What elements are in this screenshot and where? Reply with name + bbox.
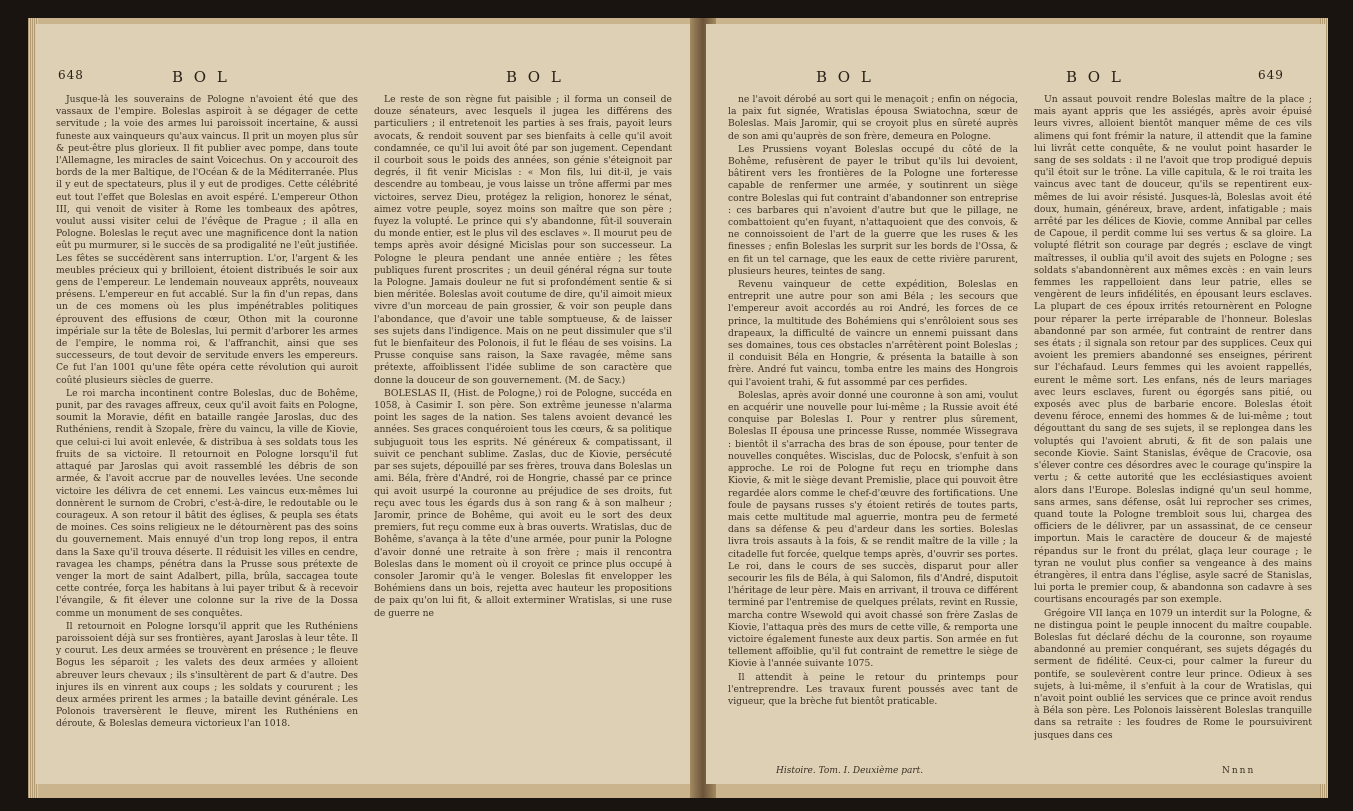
paragraph: Revenu vainqueur de cette expédition, Boleslas en entreprit une autre pour son ami Béla ; les secours que l'empereur avoit accordés au roi André, les forces de ce prince, la multitude des Bohémiens qui s'enrôloient sous ses drapeaux, la difficulté de vaincre un ennemi puissant dans ses domaines, tous ces obstacles n'arrêtèrent point Boleslas ; il conduisit Béla en Hongrie, & présenta la bataille à son frère. André fut vaincu, tomba entre les mains des Hongrois qui l'avoient trahi, & fut assommé par ces perfides. [728, 279, 1018, 388]
left-column-2 [374, 94, 672, 766]
right-column-1 [728, 94, 1018, 766]
paragraph: Grégoire VII lança en 1079 un interdit sur la Pologne, & ne distingua point le peuple innocent du maître coupable. Boleslas fut déclaré déchu de la couronne, son royaume abandonné au premier conquérant, ses sujets dégagés du serment de fidélité. Ceux-ci, pour calmer la fureur du pontife, se soulevèrent contre leur prince. Odieux à ses sujets, à lui-même, il s'enfuit à la cour de Wratislas, qui n'avoit point oublié les services que ce prince avoit rendus à Béla son père. Les Polonois laissèrent Boleslas tranquille dans sa retraite : les foudres de Rome le poursuivirent jusques dans ces [1034, 607, 1312, 741]
right-running-head [706, 68, 1026, 90]
paragraph: ne l'avoit dérobé au sort qui le menaçoit ; enfin on négocia, la paix fut signée, Wratislas épousa Swiatochna, sœur de Boleslas. Mais Jaromir, qui se croyoit plus en sûreté auprès de son ami qu'auprès de son frère, demeura en Pologne. [728, 94, 1018, 142]
paragraph: Boleslas, après avoir donné une couronne à son ami, voulut en acquérir une nouvelle pour lui-même ; la Russie avoit été conquise par Boleslas I. Pour y rentrer plus sûrement, Boleslas II épousa une princesse Russe, nommée Wissegrava : bientôt il s'arracha des bras de son épouse, pour tenter de nouvelles conquêtes. Wiscislas, duc de Polocsk, s'enfuit à son approche. Le roi de Pologne fut reçu en triomphe dans Kiovie, & mit le siège devant Premislie, place qui pouvoit être regardée alors comme le chef-d'œuvre des fortifications. Une foule de paysans russes s'y étoient retirés de toutes parts, mais cette multitude mal aguerrie, montra peu de fermeté dans sa défense & peu d'ardeur dans les sorties. Boleslas livra trois assauts à la fois, & se rendit maître de la ville ; la citadelle fut forcée, quelque temps après, d'ouvrir ses portes. Le roi, dans le cours de ses succès, disparut pour aller secourir les fils de Béla, à qui Salomon, fils d'André, disputoit l'héritage de leur père. Mais en arrivant, il trouva ce différent terminé par l'entremise de quelques prélats, revint en Russie, marcha contre Wsewold qui avoit chassé son frère Zaslas de Kiovie, l'attaqua près des murs de cette ville, & remporta une victoire également funeste aux deux partis. Son armée en fut tellement affoiblie, qu'il fut contraint de remettre le siège de Kiovie à l'année suivante 1075. [728, 389, 1018, 670]
left-page-column-area-2 [366, 24, 696, 784]
paragraph: Il attendit à peine le retour du printemps pour l'entreprendre. Les travaux furent poussés avec tant de vigueur, que la brèche fut bientôt praticable. [728, 671, 1018, 707]
left-head-word: B O L [172, 68, 230, 86]
left-column-1 [56, 94, 358, 766]
right-column-2 [1034, 94, 1312, 766]
paragraph: Les Prussiens voyant Boleslas occupé du côté de la Bohême, refusèrent de payer le tribut qu'ils lui devoient, bâtirent vers les frontières de la Pologne une forteresse capable de renfermer une armée, y soutinrent un siège contre Boleslas qui fut contraint d'abandonner son entreprise : ces barbares qui n'avoient d'autre but que le pillage, ne combattoient qu'en fuyant, n'attaquoient que des convois, & ne connoissoient de l'art de la guerre que les ruses & les finesses ; enfin Boleslas les surprit sur les bords de l'Ossa, & en fit un tel carnage, que les eaux de cette rivière parurent, plusieurs heures, teintes de sang. [728, 143, 1018, 277]
paragraph: Il retournoit en Pologne lorsqu'il apprit que les Ruthéniens paroissoient déjà sur ses frontières, ayant Jaroslas à leur tête. Il y courut. Les deux armées se trouvèrent en présence ; le fleuve Bogus les séparoit ; les valets des deux armées y alloient abreuver leurs chevaux ; ils s'insultèrent de part & d'autre. Des injures ils en vinrent aux coups ; les soldats y coururent ; les deux armées prirent les armes ; la bataille devint générale. Les Polonois traversèrent le fleuve, mirent les Ruthéniens en déroute, & Boleslas demeura victorieux l'an 1018. [56, 620, 358, 730]
left-running-head-2 [366, 68, 696, 90]
paragraph: Le reste de son règne fut paisible ; il forma un conseil de douze sénateurs, avec lesquels il jugea les différens des particuliers ; il entretenoit les parties à ses frais, payoit leurs avocats, & rendoit souvent par ses bienfaits à celle qu'il avoit condamnée, ce qu'il lui avoit ôté par son jugement. Cependant il courboit sous le poids des années, son génie s'éteignoit par degrés, il fit venir Micislas : « Mon fils, lui dit-il, je vais descendre au tombeau, je vous laisse un trône affermi par mes victoires, servez Dieu, protégez la religion, honorez le sénat, aimez votre peuple, soyez moins son maître que son père ; fuyez la volupté. Le prince qui s'y abandonne, fût-il souverain du monde entier, est le plus vil des esclaves ». Il mourut peu de temps après avoir désigné Micislas pour son successeur. La Pologne le pleura pendant une année entière ; les fêtes publiques furent proscrites ; un deuil général régna sur toute la Pologne. Jamais douleur ne fut si profondément sentie & si bien méritée. Boleslas avoit coutume de dire, qu'il aimoit mieux vivre d'un morceau de pain grossier, & voir son peuple dans l'abondance, que d'avoir une table somptueuse, & de laisser ses sujets dans l'indigence. Mais on ne peut dissimuler que s'il fut le bienfaiteur des Polonois, il fut le fléau de ses voisins. La Prusse conquise sans raison, la Saxe ravagée, même sans prétexte, affoiblissent l'idée sublime de son caractère que donne la douceur de son gouvernement. (M. de Sacy.) [374, 94, 672, 386]
left-head-word-2: B O L [506, 68, 564, 86]
right-head-word: B O L [816, 68, 874, 86]
right-page-number: 649 [1258, 68, 1284, 82]
signature-mark: Nnnn [1222, 766, 1256, 776]
paragraph: Un assaut pouvoit rendre Boleslas maître de la place ; mais ayant appris que les assiégés, après avoir épuisé leurs vivres, alloient bientôt manquer même de ces vils alimens qui font frémir la nature, il attendit que la famine lui livrât cette conquête, & ne voulut point hasarder le sang de ses soldats : il ne l'avoit que trop prodigué depuis qu'il étoit sur le trône. La ville capitula, & le roi traita les vaincus avec tant de douceur, qu'ils se repentirent eux-mêmes de lui avoir résisté. Jusques-là, Boleslas avoit été doux, humain, généreux, brave, ardent, infatigable ; mais arrêté par les délices de Kiovie, comme Annibal par celles de Capoue, il perdit comme lui ses vertus & sa gloire. La volupté flétrit son courage par degrés ; esclave de vingt maîtresses, il oublia qu'il avoit des sujets en Pologne ; ses soldats s'abandonnèrent aux mêmes excès : en vain leurs femmes les rappelloient dans leur patrie, elles se vengèrent de leurs infidélités, en épousant leurs esclaves. La plupart de ces époux irrités retournèrent en Pologne pour réparer la perte irréparable de l'honneur. Boleslas abandonné par son armée, fut contraint de rentrer dans ses états ; il signala son retour par des supplices. Ceux qui avoient les premiers abandonné ses enseignes, périrent sur l'échafaud. Leurs femmes qui les avoient rappellés, eurent le même sort. Les enfans, nés de leurs mariages avec leurs esclaves, furent ou égorgés sans pitié, ou exposés avec plus de barbarie encore. Boleslas étoit devenu féroce, ennemi des hommes & de lui-même ; tout dégouttant du sang de ses sujets, il se replongea dans les voluptés qui l'avoient abruti, & fit de son palais une seconde Kiovie. Saint Stanislas, évêque de Cracovie, osa s'élever contre ces désordres avec le courage qu'inspire la vertu ; & cette autorité que les ecclésiastiques avoient alors dans l'Europe. Boleslas indigné qu'un seul homme, sans armes, sans défense, osât lui reprocher ses crimes, quand toute la Pologne trembloit sous lui, chargea des officiers de le délivrer, par un assassinat, de ce censeur importun. Mais le caractère de douceur & de majesté répandus sur le front du prélat, glaça leur courage ; le tyran ne voulut plus confier sa vengeance à des mains étrangères, il entra dans l'église, asyle sacré de Stanislas, lui porta le premier coup, & abandonna son cadavre à ses courtisans encouragés par son exemple. [1034, 94, 1312, 606]
paragraph: Le roi marcha incontinent contre Boleslas, duc de Bohême, punit, par des ravages affreux, ceux qu'il avoit faits en Pologne, soumit la Moravie, défit en bataille rangée Jaroslas, duc des Ruthéniens, rendit à Szopale, frère du vaincu, la ville de Kiovie, que celui-ci lui avoit enlevée, & distribua à ses soldats tous les fruits de sa victoire. Il retournoit en Pologne lorsqu'il fut attaqué par Jaroslas qui avoit rassemblé les débris de son armée, & l'avoit accrue par de nouvelles levées. Une seconde victoire les délivra de cet ennemi. Les vaincus eux-mêmes lui donnèrent le surnom de Crobri, c'est-à-dire, le redoutable ou le courageux. A son retour il bâtit des églises, & peupla ses états de moines. Ces soins religieux ne le détournèrent pas des soins du gouvernement. Mais ennuyé d'un trop long repos, il entra dans la Saxe qu'il trouva déserte. Il réduisit les villes en cendre, ravagea les champs, pénétra dans la Prusse sous prétexte de venger la mort de saint Adalbert, pilla, brûla, saccagea toute cette contrée, força les habitans à lui payer tribut & à recevoir l'évangile, & fit élever une colonne sur la rive de la Dossa comme un monument de ses conquêtes. [56, 387, 358, 619]
right-head-word-2: B O L [1066, 68, 1124, 86]
footer-note: Histoire. Tom. I. Deuxième part. [776, 766, 924, 776]
left-page-number: 648 [58, 68, 84, 82]
right-page-column-area [706, 24, 1026, 784]
right-page-column-area-2 [1026, 24, 1326, 784]
left-page-column-area [36, 24, 366, 784]
right-running-head-2 [1026, 68, 1326, 90]
open-book-spread [28, 18, 1328, 798]
paragraph: Jusque-là les souverains de Pologne n'avoient été que des vassaux de l'empire. Boleslas aspiroit à se dégager de cette servitude ; la voie des armes lui paroissoit incertaine, & aussi funeste aux vainqueurs qu'aux vaincus. Il prit un moyen plus sûr & peut-être plus glorieux. Il fit publier avec pompe, dans toute l'Allemagne, les miracles de saint Voicechus. On y accouroit des bords de la mer Baltique, de l'Océan & de la Méditerranée. Plus il y eut de spectateurs, plus il y eut de prodiges. Cette célébrité eut tout l'effet que Boleslas en avoit espéré. L'empereur Othon III, qui venoit de visiter à Rome les tombeaux des apôtres, voulut aussi visiter celui de l'évêque de Prague ; il alla en Pologne. Boleslas le reçut avec une magnificence dont la nation eût pu murmurer, si le succès de sa prodigalité ne l'eût justifiée. Les fêtes se succédèrent sans interruption. L'or, l'argent & les meubles précieux qui y brilloient, étoient distribués le soir aux gens de l'empereur. Le lendemain nouveaux apprêts, nouveaux présens. L'empereur en fut accablé. Sur la fin d'un repas, dans un de ces momens où les plus impénétrables politiques éprouvent des effusions de cœur, Othon mit la couronne impériale sur la tête de Boleslas, lui permit d'arborer les armes de l'empire, le nomma roi, & l'affranchit, ainsi que ses successeurs, de tout devoir de servitude envers les empereurs. Ce fut l'an 1001 qu'une fête opéra cette révolution qui auroit coûté plusieurs siècles de guerre. [56, 94, 358, 386]
paragraph: BOLESLAS II, (Hist. de Pologne,) roi de Pologne, succéda en 1058, à Casimir I. son père. Son extrême jeunesse n'alarma point les sages de la nation. Ses talens avoient devancé les années. Ses graces conquéroient tous les cœurs, & sa politique subjuguoit tous les esprits. Né généreux & compatissant, il suivit ce penchant sublime. Zaslas, duc de Kiovie, persécuté par ses sujets, dépouillé par ses frères, trouva dans Boleslas un ami. Béla, frère d'André, roi de Hongrie, chassé par ce prince qui avoit usurpé la couronne au préjudice de ses droits, fut reçu avec tous les égards dus à son rang & à son malheur ; Jaromir, prince de Bohême, qui avoit eu le sort des deux premiers, fut reçu comme eux à bras ouverts. Wratislas, duc de Bohême, s'avança à la tête d'une armée, pour punir la Pologne d'avoir donné une retraite à son frère ; mais il rencontra Boleslas dans le moment où il croyoit ce prince plus occupé à consoler Jaromir qu'à le venger. Boleslas fit envelopper les Bohémiens dans un bois, rejetta avec hauteur les propositions de paix qu'on lui fit, & alloit exterminer Wratislas, si une ruse de guerre ne [374, 387, 672, 619]
left-running-head [36, 68, 366, 90]
